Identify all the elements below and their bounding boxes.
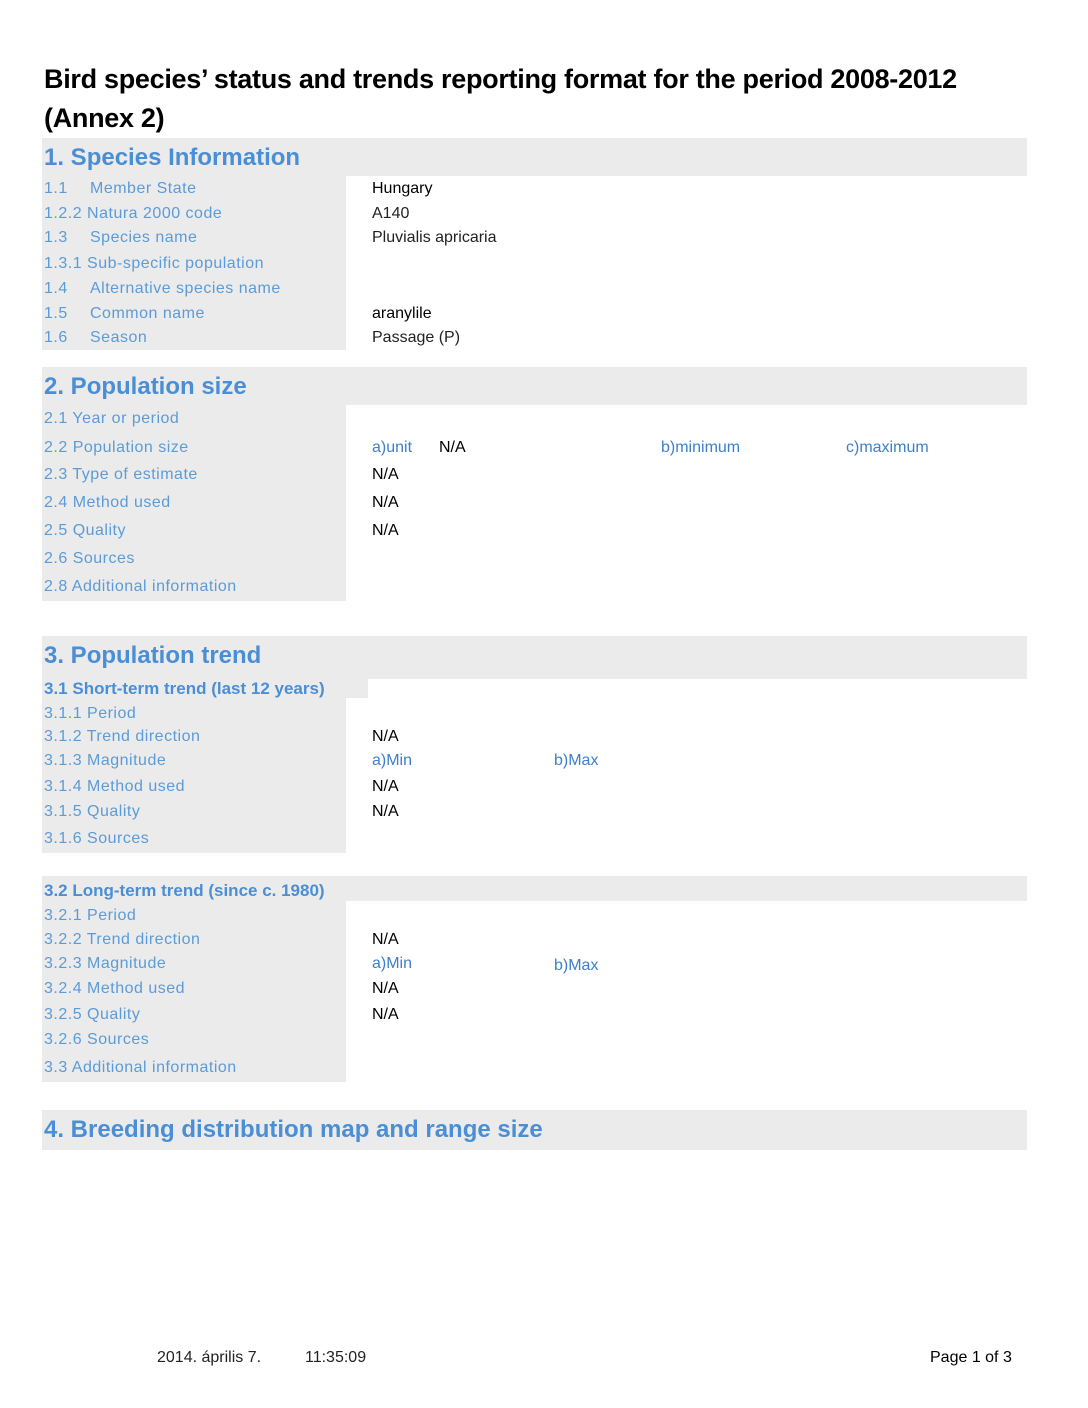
common-name-value: aranylile — [372, 305, 432, 322]
member-state-value: Hungary — [372, 180, 433, 197]
short-trend-direction-value: N/A — [372, 728, 399, 745]
short-method-used-label: 3.1.4 Method used — [44, 778, 186, 795]
natura-code-value: A140 — [372, 205, 410, 222]
trend-additional-information-label: 3.3 Additional information — [44, 1059, 237, 1076]
short-period-label: 3.1.1 Period — [44, 705, 137, 722]
short-max-label: b)Max — [554, 752, 599, 769]
maximum-label: c)maximum — [846, 439, 929, 456]
additional-information-label: 2.8 Additional information — [44, 578, 237, 595]
section-4-heading: 4. Breeding distribution map and range size — [44, 1116, 543, 1143]
section-3-heading: 3. Population trend — [44, 642, 262, 669]
short-term-heading-gap — [368, 679, 1027, 699]
year-or-period-label: 2.1 Year or period — [44, 410, 180, 427]
document-title — [44, 60, 1044, 138]
title-line-1: Bird species’ status and trends reporting format for the period 2008-2012 — [44, 64, 957, 94]
long-max-label: b)Max — [554, 957, 599, 974]
long-term-trend-heading: 3.2 Long-term trend (since c. 1980) — [44, 881, 325, 900]
long-trend-direction-label: 3.2.2 Trend direction — [44, 931, 201, 948]
footer-time: 11:35:09 — [305, 1349, 367, 1366]
long-quality-label: 3.2.5 Quality — [44, 1006, 141, 1023]
type-of-estimate-label: 2.3 Type of estimate — [44, 466, 198, 483]
short-quality-value: N/A — [372, 803, 399, 820]
subspecific-population-label: 1.3.1 Sub-specific population — [44, 255, 264, 272]
section-2-heading: 2. Population size — [44, 373, 247, 400]
long-method-used-value: N/A — [372, 980, 399, 997]
short-term-trend-heading: 3.1 Short-term trend (last 12 years) — [44, 679, 325, 698]
section-1-heading: 1. Species Information — [44, 144, 301, 171]
unit-label: a)unit — [372, 439, 413, 456]
natura-code-label: 1.2.2 Natura 2000 code — [44, 205, 223, 222]
long-quality-value: N/A — [372, 1006, 399, 1023]
common-name-label: 1.5 Common name — [44, 305, 205, 322]
method-used-value: N/A — [372, 494, 399, 511]
quality-value: N/A — [372, 522, 399, 539]
minimum-label: b)minimum — [661, 439, 741, 456]
species-name-label: 1.3 Species name — [44, 229, 198, 246]
population-size-label: 2.2 Population size — [44, 439, 189, 456]
quality-label: 2.5 Quality — [44, 522, 126, 539]
short-trend-direction-label: 3.1.2 Trend direction — [44, 728, 201, 745]
short-method-used-value: N/A — [372, 778, 399, 795]
title-line-2: (Annex 2) — [44, 103, 165, 133]
method-used-label: 2.4 Method used — [44, 494, 171, 511]
short-min-label: a)Min — [372, 752, 413, 769]
long-magnitude-label: 3.2.3 Magnitude — [44, 955, 167, 972]
short-magnitude-label: 3.1.3 Magnitude — [44, 752, 167, 769]
footer-page-number: Page 1 of 3 — [930, 1349, 1012, 1366]
short-quality-label: 3.1.5 Quality — [44, 803, 141, 820]
unit-value: N/A — [439, 439, 466, 456]
long-sources-label: 3.2.6 Sources — [44, 1031, 150, 1048]
long-min-label: a)Min — [372, 955, 413, 972]
season-label: 1.6 Season — [44, 329, 148, 346]
footer-date: 2014. április 7. — [157, 1349, 262, 1366]
alternative-species-name-label: 1.4 Alternative species name — [44, 280, 281, 297]
long-trend-direction-value: N/A — [372, 931, 399, 948]
sources-label: 2.6 Sources — [44, 550, 135, 567]
short-sources-label: 3.1.6 Sources — [44, 830, 150, 847]
long-method-used-label: 3.2.4 Method used — [44, 980, 186, 997]
type-of-estimate-value: N/A — [372, 466, 399, 483]
member-state-label: 1.1 Member State — [44, 180, 197, 197]
species-name-value: Pluvialis apricaria — [372, 229, 497, 246]
season-value: Passage (P) — [372, 329, 461, 346]
long-period-label: 3.2.1 Period — [44, 907, 137, 924]
